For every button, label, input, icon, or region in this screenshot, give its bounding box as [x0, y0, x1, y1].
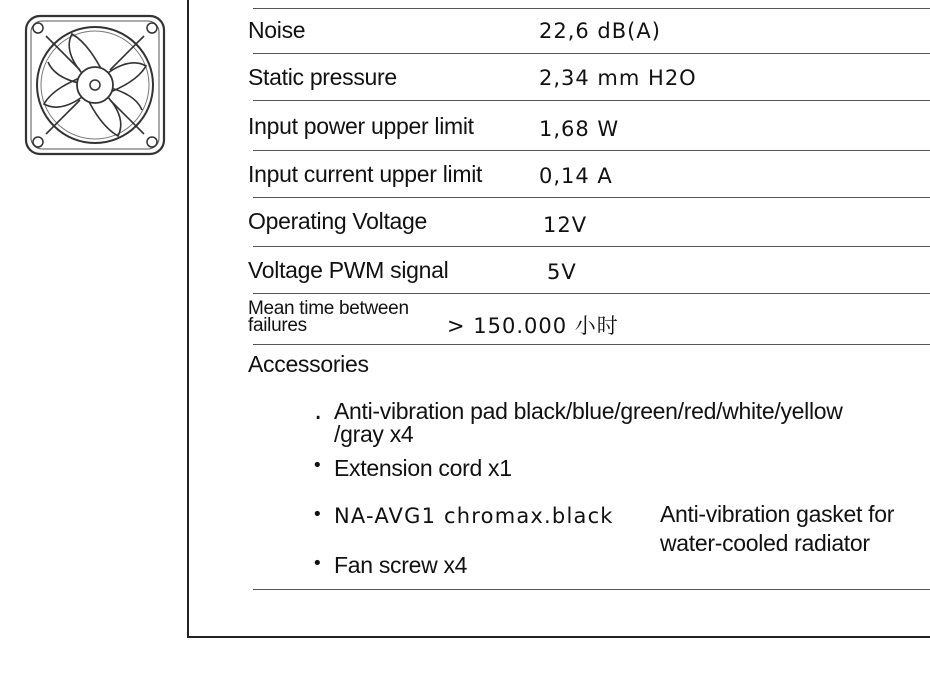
spec-value-noise: 22,6 dB(A)	[539, 19, 661, 43]
spec-label-pwm-voltage: Voltage PWM signal	[248, 257, 449, 283]
spec-value-operating-voltage: 12V	[543, 213, 588, 237]
row-divider	[253, 197, 930, 198]
spec-label-mtbf	[248, 300, 409, 334]
row-divider	[253, 293, 930, 294]
spec-value-static-pressure: 2,34 mm H2O	[539, 66, 697, 90]
spec-value-input-power: 1,68 W	[539, 117, 620, 141]
row-divider	[253, 589, 930, 590]
accessory-fan-screw: Fan screw x4	[334, 552, 468, 578]
spec-label-noise: Noise	[248, 17, 306, 43]
row-divider	[253, 344, 930, 345]
row-divider	[253, 100, 930, 101]
spec-label-input-power: Input power upper limit	[248, 113, 474, 139]
accessory-na-avg1-desc-line1: Anti-vibration gasket for	[660, 501, 895, 527]
spec-value-mtbf: > 150.000 小时	[447, 314, 619, 338]
fan-icon	[24, 14, 166, 156]
spec-label-static-pressure: Static pressure	[248, 64, 397, 90]
spec-value-input-current: 0,14 A	[539, 164, 613, 188]
row-divider	[253, 8, 930, 9]
accessory-extension-cord: Extension cord x1	[334, 455, 512, 481]
accessory-anti-vibration-pad-line1: Anti-vibration pad black/blue/green/red/white/yellow	[334, 398, 843, 424]
row-divider	[253, 53, 930, 54]
bullet: •	[312, 455, 323, 476]
spec-label-mtbf-line1: Mean time between	[248, 298, 409, 319]
row-divider	[253, 150, 930, 151]
bullet: .	[314, 396, 323, 426]
spec-label-mtbf-line2: failures	[248, 315, 307, 336]
bullet: •	[312, 504, 323, 525]
accessories-heading: Accessories	[248, 351, 369, 377]
spec-value-pwm-voltage: 5V	[547, 260, 577, 284]
accessory-na-avg1-code: NA-AVG1 chromax.black	[334, 504, 614, 528]
spec-label-operating-voltage: Operating Voltage	[248, 208, 428, 234]
accessory-na-avg1-desc-line2: water-cooled radiator	[660, 530, 870, 556]
spec-label-input-current: Input current upper limit	[248, 161, 483, 187]
row-divider	[253, 246, 930, 247]
accessory-anti-vibration-pad-line2: /gray x4	[334, 421, 414, 447]
bullet: •	[312, 553, 323, 574]
